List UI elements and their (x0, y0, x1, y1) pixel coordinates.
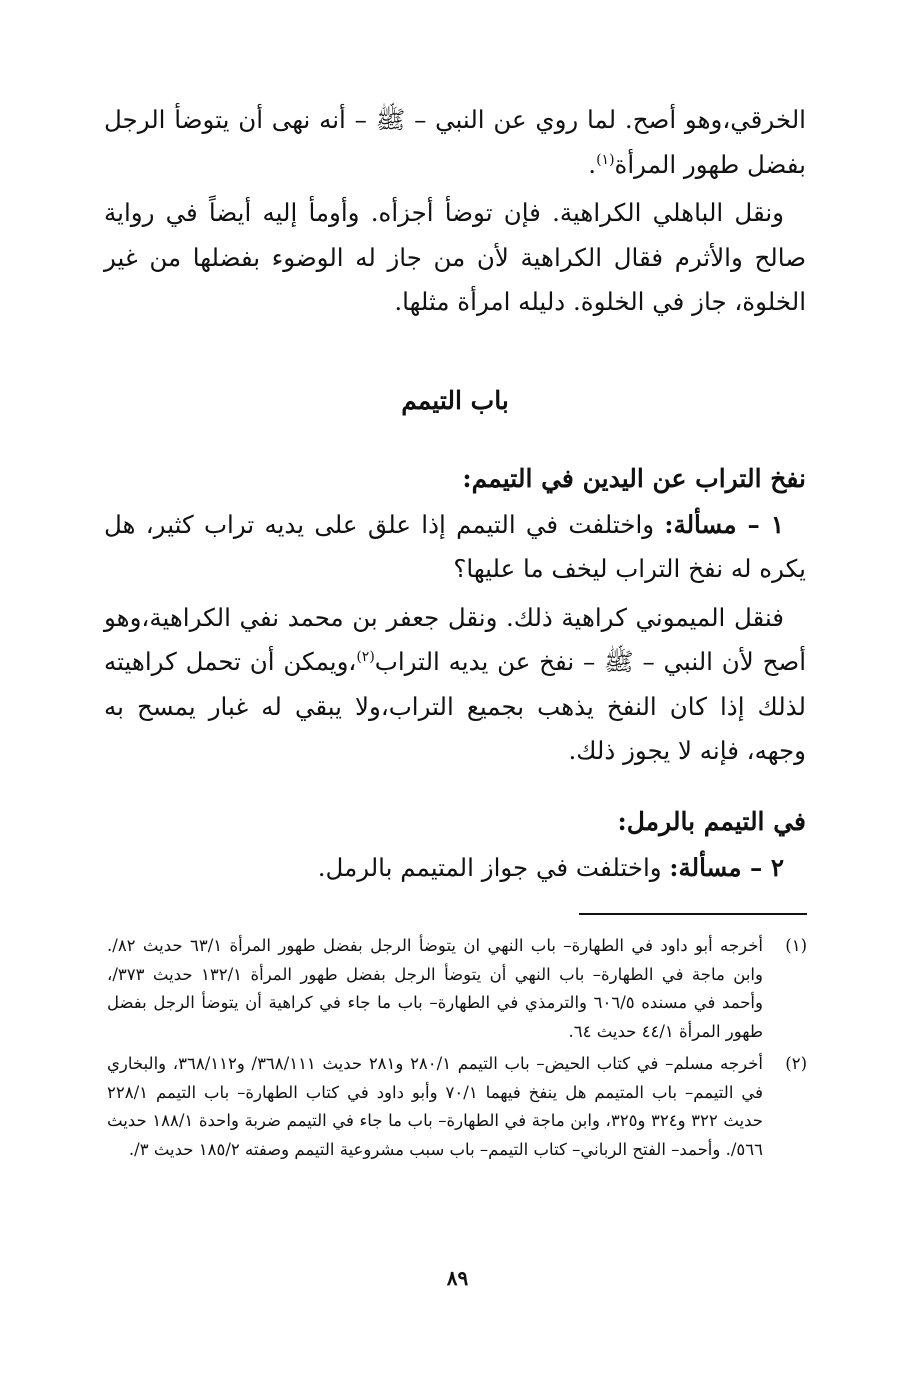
paragraph-1-end: . (588, 149, 597, 179)
footnote-1 (107, 932, 807, 1046)
paragraph-3-text-a: فنقل الميموني كراهية ذلك. ونقل جعفر بن محمد نفي الكراهية،وهو أصح لأن النبي – ﷺ – نفخ عن يديه التراب (104, 602, 806, 676)
issue-1-text: واختلفت في التيمم إذا علق على يديه تراب كثير، هل يكره له نفخ التراب ليخف ما عليها؟ (104, 509, 806, 583)
footnote-ref-1[interactable]: (١) (596, 151, 615, 168)
issue-2-text: واختلفت في جواز المتيمم بالرمل. (317, 852, 670, 882)
footnote-2-number: (٢) (785, 1054, 807, 1073)
paragraph-1-text: الخرقي،وهو أصح. لما روي عن النبي – ﷺ – أنه نهى أن يتوضأ الرجل بفضل طهور المرأة (104, 105, 806, 179)
footnote-divider (579, 913, 807, 915)
footnote-2-text: أخرجه مسلم– في كتاب الحيض– باب التيمم ٢٨٠/١ و٢٨١ حديث ٣٦٨/١١١/ و٣٦٨/١١٢، والبخاري في التيمم– باب المتيمم هل ينفخ فيهما ٧٠/١ وأبو داود في كتاب الطهارة– باب التيمم ٢٢٨/١ حديث ٣٢٢ و٣٢٤ و٣٢٥، وابن ماجة في الطهارة– باب ما جاء في التيمم ضربة واحدة ١٨٨/١ حديث ٥٦٦/. وأحمد– الفتح الرباني– كتاب التيمم– باب سبب مشروعية التيمم وصفته ١٨٥/٢ حديث ٣/. (107, 1054, 764, 1159)
issue-2 (104, 846, 806, 891)
footnote-1-text: أخرجه أبو داود في الطهارة– باب النهي ان يتوضأ الرجل بفضل طهور المرأة ٦٣/١ حديث ٨٢/. وابن ماجة في الطهارة– باب النهي أن يتوضأ الرجل بفضل طهور المرأة ١٣٢/١ حديث ٣٧٣/، وأحمد في مسنده ٦٠٦/٥ والترمذي في الطهارة– باب ما جاء في كراهية أن يتوضأ الرجل بفضل طهور المرأة ٤٤/١ حديث ٦٤. (107, 936, 763, 1041)
issue-2-label: ٢ – مسألة: (669, 852, 784, 882)
issue-1 (104, 503, 806, 592)
page-number: ٨٩ (446, 1266, 469, 1290)
footnote-2 (107, 1050, 807, 1164)
paragraph-2: ونقل الباهلي الكراهية. فإن توضأ أجزأه. وأومأ إليه أيضاً في رواية صالح والأثرم فقال الكراهية لأن من جاز له الوضوء بفضلها من غير الخلوة، جاز في الخلوة. دليله امرأة مثلها. (104, 198, 806, 316)
issue-1-label: ١ – مسألة: (664, 509, 784, 539)
footnotes (107, 932, 807, 1168)
page-body (104, 98, 806, 890)
chapter-title: باب التيمم (401, 385, 509, 415)
footnote-1-number: (١) (785, 936, 807, 955)
paragraph-3 (104, 596, 806, 774)
paragraph-1 (104, 98, 806, 187)
paragraph-3-text-b: ،ويمكن أن تحمل كراهيته لذلك إذا كان النفخ يذهب بجميع التراب،ولا يبقي له غبار يمسح به وجهه، فإنه لا يجوز ذلك. (104, 647, 806, 765)
section-heading-1: نفخ التراب عن اليدين في التيمم: (462, 463, 806, 493)
section-heading-2: في التيمم بالرمل: (617, 806, 806, 836)
footnote-ref-2[interactable]: (٢) (356, 648, 375, 665)
